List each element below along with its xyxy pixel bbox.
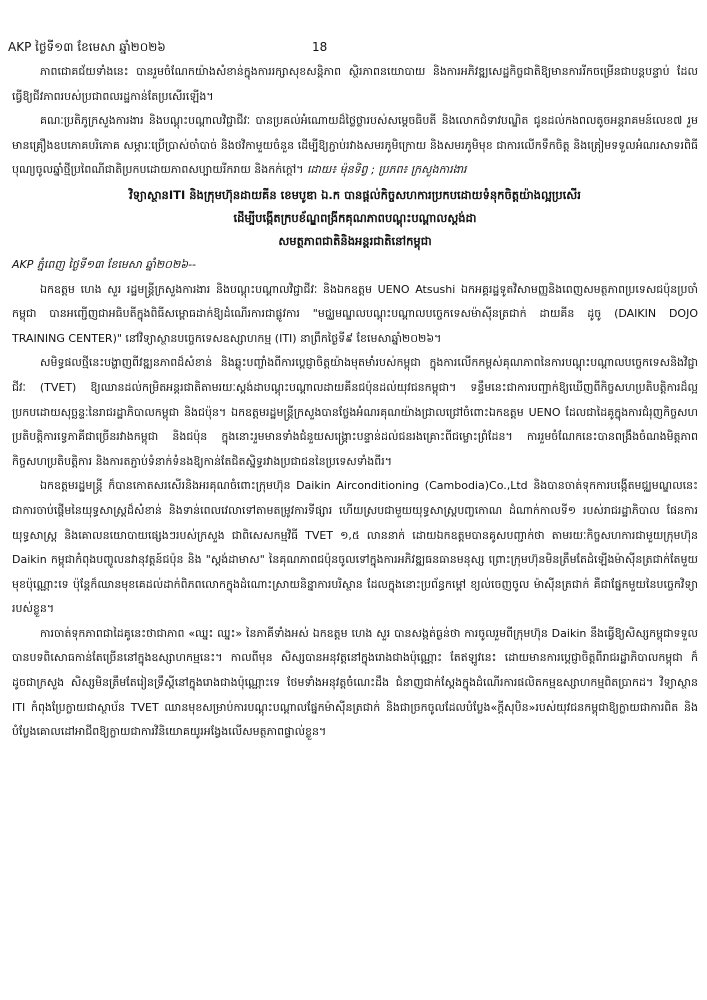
article-body	[12, 60, 698, 745]
paragraph-5: សមិទ្ធផលថ្មីនេះបង្ហាញពីវឌ្ឍនភាពដ៏សំខាន់ និងឆ្លុះបញ្ចាំងពីការប្តេជ្ញាចិត្តយ៉ាងមុតមាំរបស់កម្ពុជា ក្នុងការលើកកម្ពស់គុណភាពនៃការបណ្តុះបណ្តាលបច្ចេកទេសនិងវិជ្ជាជីវៈ (TVET) ឱ្យឈានដល់កម្រិតអន្តរជាតិតាមរយៈស្តង់ដាបណ្តុះបណ្តាលដាយគីនជប៉ុនដល់យុវជនកម្ពុជា។ ទន្ទឹមនេះជាការបញ្ជាក់ឱ្យឃើញពីកិច្ចសហប្រតិបត្តិការដ៏ល្អប្រកបដោយសុច្ឆន្ទៈនៃរាជរដ្ឋាភិបាលកម្ពុជា និងជប៉ុន។ ឯកឧត្តមរដ្ឋមន្ត្រីក្រសួងបានថ្លែងអំណរគុណយ៉ាងជ្រាលជ្រៅចំពោះឯកឧត្តម UENO ដែលជាដៃគូក្នុងការជំរុញកិច្ចសហប្រតិបត្តិការទ្វេភាគីជាច្រើនរវាងកម្ពុជា និងជប៉ុន ក្នុងនោះរួមមានទាំងជំនួយសង្គ្រោះបន្ទាន់ដល់ជនរងគ្រោះពីជម្លោះព្រំដែន។ ការរួមចំណែកនេះបានពង្រឹងចំណងមិត្តភាព កិច្ចសហប្រតិបត្តិការ និងការតភ្ជាប់ទំនាក់ទំនងឱ្យកាន់តែជិតស្និទ្ធរវាងប្រជាជននៃប្រទេសទាំងពីរ។	[12, 356, 698, 468]
source-date: AKP ថ្ងៃទី១៣ ខែមេសា ឆ្នាំ២០២៦	[8, 40, 166, 54]
article-headline	[12, 184, 698, 253]
dateline: AKP ភ្នំពេញ ថ្ងៃទី១៣ ខែមេសា ឆ្នាំ២០២៦--	[12, 257, 197, 271]
paragraph-7: ការចាត់ទុកភាពជាដៃគូនេះថាជាភាព «ឈ្នះ ឈ្នះ» នៃភាគីទាំងអស់ ឯកឧត្តម ហេង សួរ បានសង្កត់ធ្ងន់ថា ការចូលរួមពីក្រុមហ៊ុន Daikin នឹងធ្វើឱ្យសិស្សកម្ពុជាទទួលបានបទពិសោធកាន់តែច្រើននៅក្នុងឧស្សាហកម្មនេះ។ កាលពីមុន សិស្សបានអនុវត្តនៅក្នុងរោងជាងប៉ុណ្ណោះ តែឥឡូវនេះ ដោយមានការប្តេជ្ញាចិត្តពីរាជរដ្ឋាភិបាលកម្ពុជា ក៏ដូចជាក្រសួង សិស្សមិនត្រឹមតែរៀនទ្រឹស្តីនៅក្នុងរោងជាងប៉ុណ្ណោះទេ ថែមទាំងអនុវត្តចំណេះដឹង ជំនាញជាក់ស្តែងក្នុងដំណើរការផលិតកម្មឧស្សាហកម្មពិតប្រាកដ។ វិទ្យាស្ថាន ITI កំពុងប្រែក្លាយជាស្ថាប័ន TVET ឈានមុខសម្រាប់ការបណ្តុះបណ្តាលផ្នែកម៉ាស៊ីនត្រជាក់ និងជាច្រកចូលដែលបំប្លែង«ក្តីសុបិន»របស់យុវជនកម្ពុជាឱ្យក្លាយជាការពិត និងបំប្លែងគោលដៅអាជីពឱ្យក្លាយជាការវិនិយោគយូរអង្វែងលើសមត្ថភាពផ្ទាល់ខ្លួន។	[12, 626, 698, 739]
paragraph-1: ភាពជោគជ័យទាំងនេះ បានរួមចំណែកយ៉ាងសំខាន់ក្នុងការរក្សាសុខសន្តិភាព ស្ថិរភាពនយោបាយ និងការអភិវឌ្ឍសេដ្ឋកិច្ចជាតិឱ្យមានការរីកចម្រើនជាបន្តបន្ទាប់ ដែលធ្វើឱ្យជីវភាពរបស់ប្រជាពលរដ្ឋកាន់តែប្រសើរឡើង។	[12, 65, 698, 103]
paragraph-4: ឯកឧត្តម ហេង សួរ រដ្ឋមន្ត្រីក្រសួងការងារ និងបណ្តុះបណ្តាលវិជ្ជាជីវៈ និងឯកឧត្តម UENO Atsushi ឯកអគ្គរដ្ឋទូតវិសាមញ្ញនិងពេញសមត្ថភាពប្រទេសជប៉ុនប្រចាំកម្ពុជា បានអញ្ជើញជាអធិបតីក្នុងពិធីសម្ពោធដាក់ឱ្យដំណើរការជាផ្លូវការ "មជ្ឈមណ្ឌលបណ្តុះបណ្តាលបច្ចេកទេសម៉ាស៊ីនត្រជាក់ ដាយគីន ដូចូ (DAIKIN DOJO TRAINING CENTER)" នៅវិទ្យាស្ថានបច្ចេកទេសឧស្សាហកម្ម (ITI) នាព្រឹកថ្ងៃទី៩ ខែមេសាឆ្នាំ២០២៦។	[12, 282, 698, 345]
headline-line-1: វិទ្យាស្ថានITI និងក្រុមហ៊ុនដាយគីន ខេមបូឌា ឯ.ក បានផ្តល់កិច្ចសហការប្រកបដោយទំនុកចិត្តយ៉ាងល្អប្រសើរ	[129, 187, 581, 202]
page-number: 18	[312, 40, 328, 54]
paragraph-2	[12, 109, 698, 183]
paragraph-6: ឯកឧត្តមរដ្ឋមន្ត្រី ក៏បានកោតសរសើរនិងអរគុណចំពោះក្រុមហ៊ុន Daikin Airconditioning (Cambodia)Co.,Ltd និងបានចាត់ទុកការបង្កើតមជ្ឈមណ្ឌលនេះ ជាការចាប់ផ្តើមនៃយុទ្ធសាស្ត្រដ៏សំខាន់ និងទាន់ពេលវេលាទៅតាមតម្រូវការទីផ្សារ ហើយស្របជាមួយយុទ្ធសាស្ត្របញ្ចកោណ ដំណាក់កាលទី១ របស់រាជរដ្ឋាភិបាល ផែនការយុទ្ធសាស្ត្រ និងគោលនយោបាយផ្សេងៗរបស់ក្រសួង ជាពិសេសកម្មវិធី TVET ១,៥ លាននាក់ ដោយឯកឧត្តមបានគូសបញ្ជាក់ថា តាមរយៈកិច្ចសហការជាមួយក្រុមហ៊ុន Daikin កម្ពុជាកំពុងបញ្ចូលនវានុវត្តន៍ជប៉ុន និង "ស្តង់ដាមាស" នៃគុណភាពជប៉ុនចូលទៅក្នុងការអភិវឌ្ឍធនធានមនុស្ស ព្រោះក្រុមហ៊ុនមិនត្រឹមតែដំឡើងម៉ាស៊ីនត្រជាក់តែមួយមុខប៉ុណ្ណោះទេ ប៉ុន្តែក៏ឈានមុខគេដល់ដាក់ពិភពលោកក្នុងដំណោះស្រាយនិន្នាការបរិស្ថាន ដែលក្នុងនោះប្រព័ន្ធកម្តៅ ខ្យល់ចេញចូល ម៉ាស៊ីនត្រជាក់ គឺជាផ្នែកមួយនៃបច្ចេកវិទ្យារបស់ខ្លួន។	[12, 479, 698, 616]
paragraph-2-text: គណៈប្រតិភូក្រសួងការងារ និងបណ្តុះបណ្តាលវិជ្ជាជីវៈ បានប្រគល់អំណោយដ៏ថ្លៃថ្លារបស់សម្តេចធិបតី និងលោកជំទាវបណ្ឌិត ជូនដល់កងពលតូចអន្តរាគមន៍លេខ៧ រួមមានគ្រឿងឧបភោគបរិភោគ សម្ភារៈប្រើប្រាស់ចាំបាច់ និងថវិកាមួយចំនួន ដើម្បីឱ្យភ្ជាប់រវាងសមរភូមិក្រោយ និងសមរភូមិមុខ ជាការលើកទឹកចិត្ត និងត្រៀមទទួលអំណរសាទរពិធីបុណ្យចូលឆ្នាំថ្មីប្រពៃណីជាតិប្រកបដោយភាពសប្បាយរីករាយ និងកក់ក្តៅ។	[12, 114, 698, 177]
headline-line-2: ដើម្បីបង្កើតក្របខ័ណ្ឌពង្រីកគុណភាពបណ្តុះបណ្តាលស្តង់ដា	[233, 210, 477, 225]
headline-line-3: សមត្ថភាពជាតិនិងអន្តរជាតិនៅកម្ពុជា	[278, 233, 432, 248]
byline: ដោយ៖ ម៉ុនទិព្វ ; ប្រភព៖ ក្រសួងការងារ	[306, 163, 467, 177]
page-header	[8, 38, 698, 56]
